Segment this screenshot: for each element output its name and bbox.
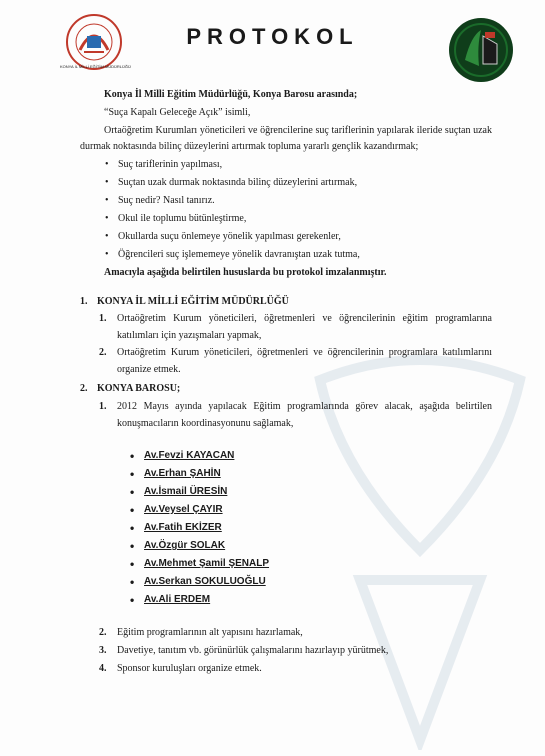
speaker-item: • Av.Özgür SOLAK [130,539,226,553]
section-2-item-1-line-2: konuşmacıların koordinasyonunu sağlamak, [117,418,294,429]
bullet-item: • Suçtan uzak durmak noktasında bilinç düzeylerini artırmak, [118,177,357,189]
bullet-item: • Suç nedir? Nasıl tanırız. [118,195,215,207]
section-1-item-2-line-1: Ortaöğretim Kurum yöneticileri, öğretmenleri ve öğrencilerinin programlara katılımlarını [117,347,492,358]
bullet-item: • Okul ile toplumu bütünleştirme, [118,213,246,225]
speaker-item: • Av.Fevzi KAYACAN [130,449,235,463]
purpose-line-2: durmak noktasında bilinç düzeylerini artırmak topluma yararlı gençlik kazandırmak; [80,141,419,152]
section-2-item-number: 4. [99,663,107,674]
section-1-item-1-line-1: Ortaöğretim Kurum yöneticileri, öğretmenleri ve öğrencilerinin eğitim programlarına [117,313,492,324]
speaker-item: • Av.Serkan SOKULUOĞLU [130,575,266,589]
speaker-name: Av.Fevzi KAYACAN [144,450,235,461]
section-2-item-text: Davetiye, tanıtım vb. görünürlük çalışmalarını hazırlayıp yürütmek, [117,645,389,656]
section-1-item-2-line-2: organize etmek. [117,364,181,375]
speaker-item: • Av.İsmail ÜRESİN [130,485,228,499]
project-name: “Suça Kapalı Geleceğe Açık” isimli, [104,107,251,118]
scales-of-justice-watermark [300,320,540,750]
intro-parties: Konya İl Milli Eğitim Müdürlüğü, Konya Barosu arasında; [104,89,358,100]
speaker-name: Av.Özgür SOLAK [144,540,226,551]
section-2-item-text: Eğitim programlarının alt yapısını hazırlamak, [117,627,303,638]
speaker-name: Av.İsmail ÜRESİN [144,486,228,497]
section-1-item-1-line-2: katılımları için yazışmaları yapmak, [117,330,262,341]
speaker-item: • Av.Erhan ŞAHİN [130,467,221,481]
bullet-item: • Suç tariflerinin yapılması, [118,159,222,171]
section-1-item-number: 2. [99,347,107,358]
page-title: PROTOKOL [186,24,359,49]
section-2-number: 2. [80,383,88,394]
speaker-item: • Av.Mehmet Şamil ŞENALP [130,557,270,571]
speaker-item: • Av.Ali ERDEM [130,593,211,607]
section-2-item-number: 3. [99,645,107,656]
meb-logo-caption: KONYA İL MİLLİ EĞİTİM MÜDÜRLÜĞÜ [60,64,131,69]
bullet-item: • Okullarda suçu önlemeye yönelik yapılması gerekenler, [118,231,341,243]
speaker-item: • Av.Fatih EKİZER [130,521,222,535]
speaker-name: Av.Fatih EKİZER [144,522,222,533]
section-1-item-number: 1. [99,313,107,324]
section-2-item-1-line-1: 2012 Mayıs ayında yapılacak Eğitim programlarında görev alacak, aşağıda belirtilen [117,401,492,412]
closing-statement: Amacıyla aşağıda belirtilen hususlarda bu protokol imzalanmıştır. [104,267,387,278]
speaker-name: Av.Mehmet Şamil ŞENALP [144,558,270,569]
speaker-item: • Av.Veysel ÇAYIR [130,503,223,517]
section-1-number: 1. [80,296,88,307]
section-1-title: KONYA İL MİLLİ EĞİTİM MÜDÜRLÜĞÜ [97,296,289,307]
speaker-name: Av.Veysel ÇAYIR [144,504,223,515]
section-2-item-number: 2. [99,627,107,638]
bullet-item: • Öğrencileri suç işlememeye yönelik davranıştan uzak tutma, [118,249,360,261]
section-2-item-text: Sponsor kuruluşları organize etmek. [117,663,262,674]
speaker-name: Av.Serkan SOKULUOĞLU [144,576,266,587]
speaker-name: Av.Ali ERDEM [144,594,211,605]
section-2-title: KONYA BAROSU; [97,383,181,394]
speaker-name: Av.Erhan ŞAHİN [144,468,221,479]
purpose-line-1: Ortaöğretim Kurumları yöneticileri ve öğrencilerine suç tariflerinin yapılarak ileride suçtan uzak [104,125,492,136]
section-2-item-number: 1. [99,401,107,412]
